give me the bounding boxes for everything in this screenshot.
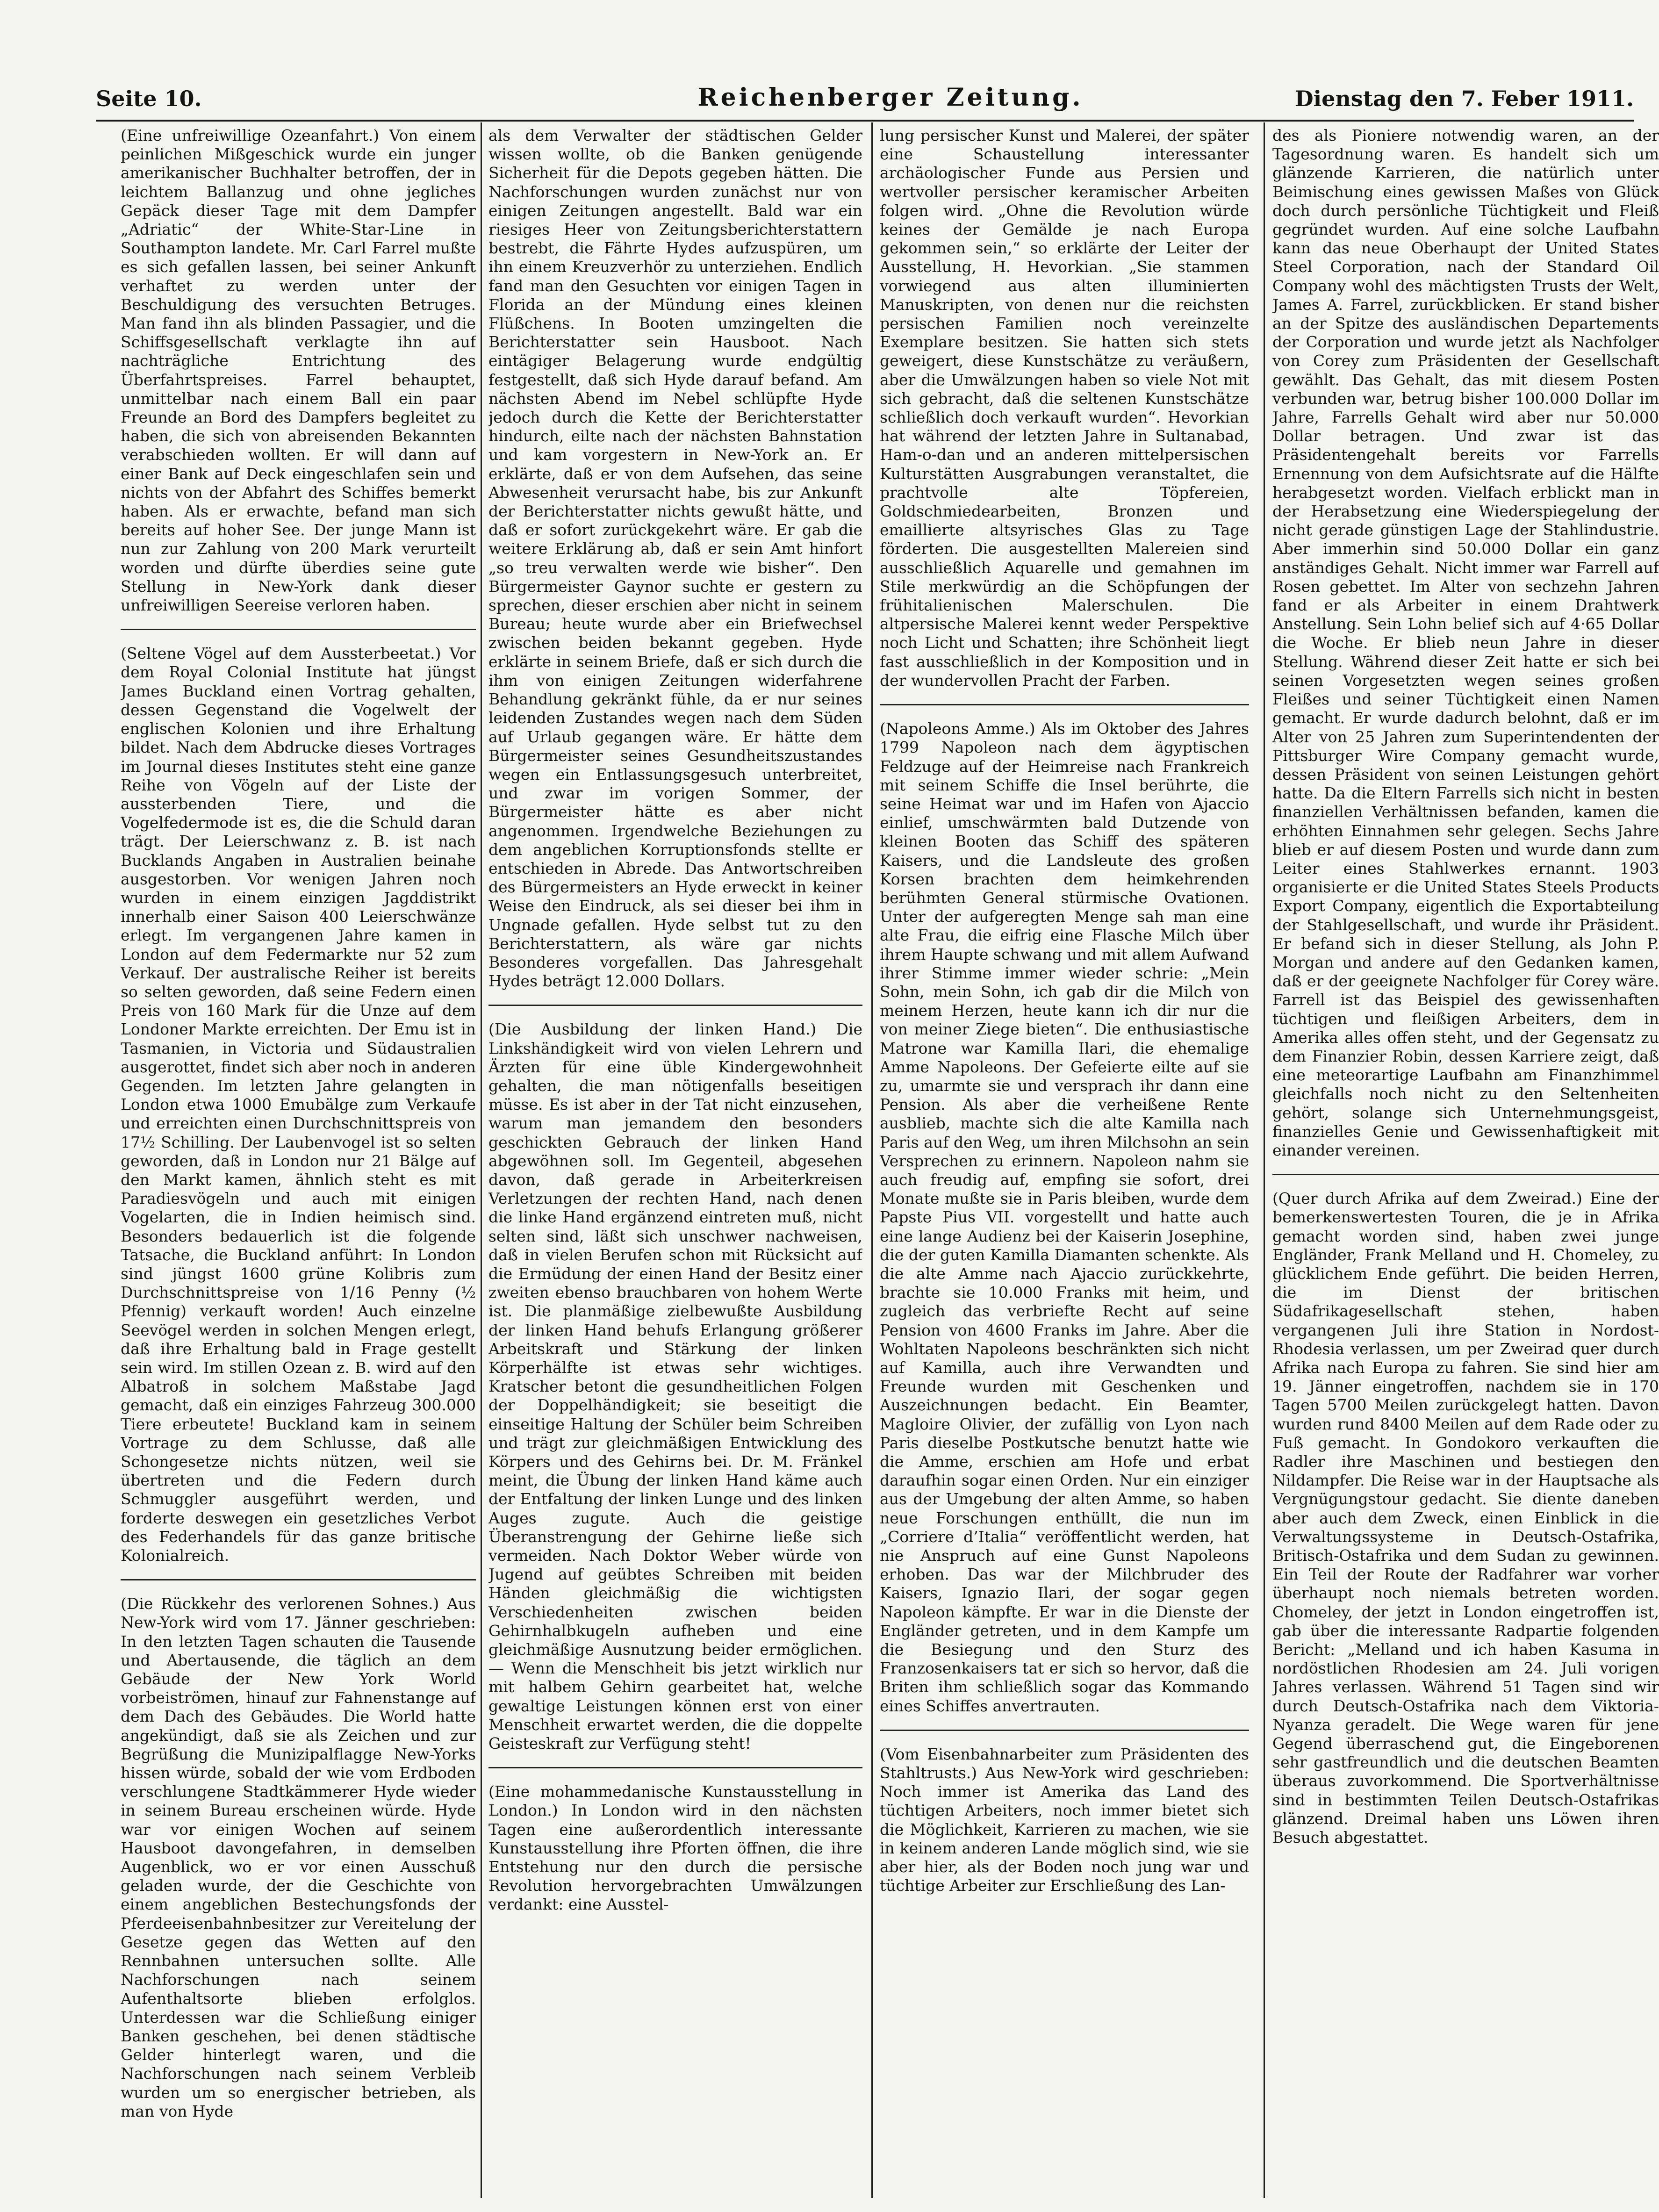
article-divider: [121, 629, 476, 630]
article-kunstausstellung: [488, 1782, 862, 1914]
page-number: Seite 10.: [96, 86, 202, 111]
article-ozeanfahrt: [121, 126, 476, 615]
page-header: [96, 83, 1634, 122]
article-text: lung persischer Kunst und Malerei, der später eine Schaustellung interessanter archäologischer Funde aus Persien und wertvoller persischer keramischer Arbeiten folgen wird. „Ohne die Revolution würde keines der Gemälde je nach Europa gekommen sein,“ so erklärte der Leiter der Ausstellung, H. Hevorkian. „Sie stammen vorwiegend aus alten illuminierten Manuskripten, von denen nur die reichsten persischen Familien noch vereinzelte Exemplare besitzen. Sie hatten sich stets geweigert, diese Kunstschätze zu veräußern, aber die Umwälzungen haben so viele Not mit sich gebracht, daß die seltenen Kunstschätze schließlich doch verkauft wurden“. Hevorkian hat während der letzten Jahre in Sultanabad, Ham-o-dan und an anderen mittelpersischen Kulturstätten Ausgrabungen veranstaltet, die prachtvolle alte Töpfereien, Goldschmiedearbeiten, Bronzen und emaillierte altsyrisches Glas zu Tage förderten. Die ausgestellten Malereien sind ausschließlich Aquarelle und gemahnen im Stile merkwürdig an die Schöpfungen der frühitalienischen Malerschulen. Die altpersische Malerei kennt weder Perspektive noch Licht und Schatten; ihre Schönheit liegt fast ausschließlich in der Komposition und in der wundervollen Pracht der Farben.: [880, 126, 1249, 689]
article-divider: [121, 1579, 476, 1580]
article-napoleons-amme: [880, 719, 1249, 1716]
article-text: (Eine mohammedanische Kunstausstellung in London.) In London wird in den nächsten Tagen eine außerordentlich interessante Kunstausstellung ihre Pforten öffnen, die ihre Entstehung nur den durch die persische Revolution hervorgebrachten Umwälzungen verdankt: eine Ausstel-: [488, 1782, 862, 1914]
article-rueckkehr: [121, 1594, 476, 2121]
article-divider: [488, 1005, 862, 1006]
article-linke-hand: [488, 1020, 862, 1753]
article-text: (Quer durch Afrika auf dem Zweirad.) Eine der bemerkenswertesten Touren, die je in Afrika gemacht worden sind, haben zwei junge Engländer, Frank Melland und H. Chomeley, zu glücklichem Ende geführt. Die beiden Herren, die im Dienst der britischen Südafrikagesellschaft stehen, haben vergangenen Juli ihre Station in Nordost-Rhodesia verlassen, um per Zweirad quer durch Afrika nach Europa zu fahren. Sie sind hier am 19. Jänner eingetroffen, nachdem sie in 170 Tagen 5700 Meilen zurückgelegt hatten. Davon wurden rund 8400 Meilen auf dem Rade oder zu Fuß gemacht. In Gondokoro verkauften die Radler ihre Maschinen und bestiegen den Nildampfer. Die Reise war in der Hauptsache als Vergnügungstour gedacht. Sie diente daneben aber auch dem Zweck, einen Einblick in die Verwaltungssysteme in Deutsch-Ostafrika, Britisch-Ostafrika und dem Sudan zu gewinnen. Ein Teil der Route der Radfahrer war vorher überhaupt noch niemals betreten worden. Chomeley, der jetzt in London eingetroffen ist, gab über die interessante Radpartie folgenden Bericht: „Melland und ich haben Kasuma in nordöstlichen Rhodesien am 24. Juli vorigen Jahres verlassen. Während 51 Tagen sind wir durch Deutsch-Ostafrika nach dem Viktoria-Nyanza geradelt. Die Wege waren für jene Gegend überraschend gut, die Eingeborenen sehr gastfreundlich und die deutschen Beamten überaus zuvorkommend. Die Sportverhältnisse sind in bestimmten Teilen Deutsch-Ostafrikas glänzend. Dreimal haben uns Löwen ihren Besuch abgestattet.: [1272, 1189, 1659, 1847]
column-rule: [871, 122, 873, 2198]
article-divider: [488, 1767, 862, 1768]
article-text: (Napoleons Amme.) Als im Oktober des Jahres 1799 Napoleon nach dem ägyptischen Feldzuge auf der Heimreise nach Frankreich mit seinem Schiffe die Insel berührte, die seine Heimat war und im Hafen von Ajaccio einlief, umschwärmten bald Dutzende von kleinen Booten das Schiff des späteren Kaisers, und die Landsleute des großen Korsen brachten dem heimkehrenden berühmten General stürmische Ovationen. Unter der aufgeregten Menge sah man eine alte Frau, die eifrig eine Flasche Milch über ihrem Haupte schwang und mit allem Aufwand ihrer Stimme immer wieder schrie: „Mein Sohn, mein Sohn, ich gab dir die Milch von meinem Herzen, heute kann ich dir nur die von meiner Ziege bieten“. Die enthusiastische Matrone war Kamilla Ilari, die ehemalige Amme Napoleons. Der Gefeierte eilte auf sie zu, umarmte sie und versprach ihr dann eine Pension. Als aber die verheißene Rente ausblieb, machte sich die alte Kamilla nach Paris auf den Weg, um ihren Milchsohn an sein Versprechen zu erinnern. Napoleon nahm sie auch freudig auf, empfing sie sofort, drei Monate mußte sie in Paris bleiben, wurde dem Papste Pius VII. vorgestellt und hatte auch eine lange Audienz bei der Kaiserin Josephine, die der guten Kamilla Diamanten schenkte. Als die alte Amme nach Ajaccio zurückkehrte, brachte sie 10.000 Franks mit heim, und zugleich das verbriefte Recht auf seine Pension von 4600 Franks im Jahre. Aber die Wohltaten Napoleons beschränkten sich nicht auf Kamilla, auch ihre Verwandten und Freunde wurden mit Geschenken und Auszeichnungen bedacht. Ein Beamter, Magloire Olivier, der zufällig von Lyon nach Paris dieselbe Postkutsche benutzt hatte wie die Amme, erschien am Hofe und erbat daraufhin sogar einen Orden. Nur ein einziger aus der Umgebung der alten Amme, so haben neue Forschungen enthüllt, die nun im „Corriere d’Italia“ veröffentlicht werden, hat nie Anspruch auf eine Gunst Napoleons erhoben. Das war der Milchbruder des Kaisers, Ignazio Ilari, der sogar gegen Napoleon kämpfte. Er war in die Dienste der Engländer getreten, und in dem Kampfe um die Besiegung und den Sturz des Franzosenkaisers tat er sich so hervor, daß die Briten ihm schließlich sogar das Kommando eines Schiffes anvertrauten.: [880, 719, 1249, 1715]
column-4: [1272, 126, 1659, 2189]
masthead: Reichenberger Zeitung.: [697, 83, 1084, 112]
article-text: (Seltene Vögel auf dem Aussterbeetat.) Vor dem Royal Colonial Institute hat jüngst James Buckland einen Vortrag gehalten, dessen Gegenstand die Vogelwelt der englischen Kolonien und ihre Erhaltung bildet. Nach dem Abdrucke dieses Vortrages im Journal dieses Institutes steht eine ganze Reihe von Vögeln auf der Liste der aussterbenden Tiere, und die Vogelfedermode ist es, die die Schuld daran trägt. Der Leierschwanz z. B. ist nach Bucklands Angaben in Australien beinahe ausgestorben. Vor wenigen Jahren noch wurden in einem einzigen Jagddistrikt innerhalb einer Saison 400 Leierschwänze erlegt. Im vergangenen Jahre kamen in London auf dem Federmarkte nur 52 zum Verkauf. Der australische Reiher ist bereits so selten geworden, daß seine Federn einen Preis von 160 Mark für die Unze auf dem Londoner Markte erreichten. Der Emu ist in Tasmanien, in Victoria und Südaustralien ausgerottet, findet sich aber noch in anderen Gegenden. Im letzten Jahre gelangten in London etwa 1000 Emubälge zum Verkaufe und erreichten einen Durchschnittspreis von 17½ Schilling. Der Laubenvogel ist so selten geworden, daß in London nur 21 Bälge auf den Markt kamen, ähnlich steht es mit Paradiesvögeln und auch mit einigen Vogelarten, die in Indien heimisch sind. Besonders bedauerlich ist die folgende Tatsache, die Buckland anführt: In London sind jüngst 1600 grüne Kolibris zum Durchschnittspreise von 1/16 Penny (½ Pfennig) verkauft worden! Auch einzelne Seevögel werden in solchen Mengen erlegt, daß ihre Erhaltung bald in Frage gestellt sein wird. Im stillen Ozean z. B. wird auf den Albatroß in solchem Maßstabe Jagd gemacht, daß ein einziges Fahrzeug 300.000 Tiere erbeutete! Buckland kam in seinem Vortrage zu dem Schlusse, daß alle Schongesetze nichts nützen, weil sie übertreten und die Federn durch Schmuggler ausgeführt werden, und forderte deswegen ein gesetzliches Verbot des Federhandels für das ganze britische Kolonialreich.: [121, 644, 476, 1565]
article-divider: [1272, 1174, 1659, 1175]
article-text: (Eine unfreiwillige Ozeanfahrt.) Von einem peinlichen Mißgeschick wurde ein junger amerikanischer Buchhalter betroffen, der in leichtem Ballanzug und ohne jegliches Gepäck dieser Tage mit dem Dampfer „Adriatic“ der White-Star-Line in Southampton landete. Mr. Carl Farrel mußte es sich gefallen lassen, bei seiner Ankunft verhaftet zu werden unter der Beschuldigung des versuchten Betruges. Man fand ihn als blinden Passagier, und die Schiffsgesellschaft verklagte ihn auf nachträgliche Entrichtung des Überfahrtspreises. Farrel behauptet, unmittelbar nach einem Ball ein paar Freunde an Bord des Dampfers begleitet zu haben, die sich von abreisenden Bekannten verabschieden wollten. Er will dann auf einer Bank auf Deck eingeschlafen sein und nichts von der Abfahrt des Schiffes bemerkt haben. Als er erwachte, befand man sich bereits auf hoher See. Der junge Mann ist nun zur Zahlung von 200 Mark verurteilt worden und dürfte überdies seine gute Stellung in New-York dank dieser unfreiwilligen Seereise verloren haben.: [121, 126, 476, 615]
column-1: [121, 126, 476, 2189]
article-text: (Vom Eisenbahnarbeiter zum Präsidenten des Stahltrusts.) Aus New-York wird geschrieben: Noch immer ist Amerika das Land des tüchtigen Arbeiters, noch immer bietet sich die Möglichkeit, Karrieren zu machen, wie sie in keinem anderen Lande möglich sind, wie sie aber hier, als der Boden noch jung war und tüchtige Arbeiter zur Erschließung des Lan-: [880, 1745, 1249, 1895]
column-3: [880, 126, 1249, 2189]
article-kunst-continued: [880, 126, 1249, 690]
column-rule: [1264, 122, 1265, 2198]
article-text: (Die Ausbildung der linken Hand.) Die Linkshändigkeit wird von vielen Lehrern und Ärzten für eine üble Kindergewohnheit gehalten, die man nötigenfalls beseitigen müsse. Es ist aber in der Tat nicht einzusehen, warum man jemandem den besonders geschickten Gebrauch der linken Hand abgewöhnen soll. Im Gegenteil, abgesehen davon, daß gerade in Arbeiterkreisen Verletzungen der rechten Hand, nach denen die linke Hand ergänzend eintreten muß, nicht selten sind, läßt sich unschwer nachweisen, daß in vielen Berufen schon mit Rücksicht auf die Ermüdung der einen Hand der Besitz einer zweiten ebenso brauchbaren von hohem Werte ist. Die planmäßige zielbewußte Ausbildung der linken Hand behufs Erlangung größerer Arbeitskraft und Stärkung der linken Körperhälfte ist etwas sehr wichtiges. Kratscher betont die gesundheitlichen Folgen der Doppelhändigkeit; sie beseitigt die einseitige Haltung der Schüler beim Schreiben und trägt zur gleichmäßigen Entwicklung des Körpers und des Gehirns bei. Dr. M. Fränkel meint, die Übung der linken Hand käme auch der Entfaltung der linken Lunge und des linken Auges zugute. Auch die geistige Überanstrengung der Gehirne ließe sich vermeiden. Nach Doktor Weber würde von Jugend auf geübtes Schreiben mit beiden Händen gleichmäßig die wichtigsten Verschiedenheiten zwischen beiden Gehirnhalbkugeln aufheben und eine gleichmäßige Ausnutzung beider ermöglichen. — Wenn die Menschheit bis jetzt wirklich nur mit halbem Gehirn gearbeitet hat, welche gewaltige Leistungen können erst von einer Menschheit erwartet werden, die die doppelte Geisteskraft zur Verfügung steht!: [488, 1020, 862, 1753]
article-hyde-continued: [488, 126, 862, 991]
article-text: (Die Rückkehr des verlorenen Sohnes.) Aus New-York wird vom 17. Jänner geschrieben: In den letzten Tagen schauten die Tausende und Abertausende, die täglich an dem Gebäude der New York World vorbeiströmen, hinauf zur Fahnenstange auf dem Dach des Gebäudes. Die World hatte angekündigt, daß sie als Zeichen und zur Begrüßung die Munizipalflagge New-Yorks hissen würde, sobald der wie vom Erdboden verschlungene Stadtkämmerer Hyde wieder in seinem Bureau erscheinen würde. Hyde war vor einigen Wochen auf seinem Hausboot davongefahren, in demselben Augenblick, wo er vor einen Ausschuß geladen wurde, der die Geschichte von einem angeblichen Bestechungsfonds der Pferdeeisenbahnbesitzer zur Vereitelung der Gesetze gegen das Wetten auf den Rennbahnen untersuchen sollte. Alle Nachforschungen nach seinem Aufenthaltsorte blieben erfolglos. Unterdessen war die Schließung einiger Banken geschehen, bei denen städtische Gelder hinterlegt waren, und die Nachforschungen nach seinem Verbleib wurden um so energischer betrieben, als man von Hyde: [121, 1594, 476, 2120]
article-text: als dem Verwalter der städtischen Gelder wissen wollte, ob die Banken genügende Sicherheit für die Depots gegeben hätten. Die Nachforschungen wurden zunächst nur von einigen Zeitungen angestellt. Bald war ein riesiges Heer von Zeitungsberichterstattern bestrebt, die Fährte Hydes aufzuspüren, um ihn einem Kreuzverhör zu unterziehen. Endlich fand man den Gesuchten vor einigen Tagen in Florida an der Mündung eines kleinen Flüßchens. In Booten umzingelten die Berichterstatter sein Hausboot. Nach eintägiger Belagerung wurde endgültig festgestellt, daß sich Hyde darauf befand. Am nächsten Abend im Nebel schlüpfte Hyde jedoch durch die Kette der Berichterstatter hindurch, eilte nach der nächsten Bahnstation und kam vorgestern in New-York an. Er erklärte, daß er von dem Aufsehen, das seine Abwesenheit verursacht habe, bis zur Ankunft der Berichterstatter nichts gewußt hätte, und daß er sofort zurückgekehrt wäre. Er gab die weitere Erklärung ab, daß er sein Amt hinfort „so treu verwalten werde wie bisher“. Den Bürgermeister Gaynor suchte er gestern zu sprechen, dieser erschien aber nicht in seinem Bureau; heute wurde aber ein Briefwechsel zwischen beiden bekannt gegeben. Hyde erklärte in seinem Briefe, daß er sich durch die ihm von einigen Zeitungen widerfahrene Behandlung gekränkt fühle, da er nur seines leidenden Zustandes wegen nach dem Süden auf Urlaub gegangen wäre. Er hätte dem Bürgermeister seines Gesundheitszustandes wegen ein Entlassungsgesuch unterbreitet, und zwar im vorigen Sommer, der Bürgermeister hätte es aber nicht angenommen. Irgendwelche Beziehungen zu dem angeblichen Korruptionsfonds stellte er entschieden in Abrede. Das Antwortschreiben des Bürgermeisters an Hyde erweckt in keiner Weise den Eindruck, als sei dieser bei ihm in Ungnade gefallen. Hyde selbst tut zu den Berichterstattern, als wäre gar nichts Besonderes vorgefallen. Das Jahresgehalt Hydes beträgt 12.000 Dollars.: [488, 126, 862, 991]
article-afrika-zweirad: [1272, 1189, 1659, 1847]
article-divider: [880, 704, 1249, 705]
article-seltene-voegel: [121, 644, 476, 1565]
article-stahltrust: [880, 1745, 1249, 1896]
article-divider: [880, 1730, 1249, 1731]
column-rule: [481, 122, 482, 2198]
column-2: [488, 126, 862, 2189]
article-text: des als Pioniere notwendig waren, an der Tagesordnung waren. Es handelt sich um glänzende Karrieren, die natürlich unter Beimischung eines gewissen Maßes von Glück doch durch persönliche Tüchtigkeit und Fleiß gegründet wurden. Auf eine solche Laufbahn kann das neue Oberhaupt der United States Steel Corporation, nach der Standard Oil Company wohl des mächtigsten Trusts der Welt, James A. Farrel, zurückblicken. Er stand bisher an der Spitze des ausländischen Departements der Corporation und wurde jetzt als Nachfolger von Corey zum Präsidenten der Gesellschaft gewählt. Das Gehalt, das mit diesem Posten verbunden war, betrug bisher 100.000 Dollar im Jahre, Farrells Gehalt wird aber nur 50.000 Dollar betragen. Und zwar ist das Präsidentengehalt bereits vor Farrells Ernennung von dem Aufsichtsrate auf die Hälfte herabgesetzt worden. Vielfach erblickt man in der Herabsetzung eine Wiederspiegelung der nicht gerade günstigen Lage der Stahlindustrie. Aber immerhin sind 50.000 Dollar ein ganz anständiges Gehalt. Nicht immer war Farrell auf Rosen gebettet. Im Alter von sechzehn Jahren fand er als Arbeiter in einem Drahtwerk Anstellung. Sein Lohn belief sich auf 4·65 Dollar die Woche. Er blieb neun Jahre in dieser Stellung. Während dieser Zeit hatte er sich bei seinen Vorgesetzten wegen seines großen Fleißes und seiner Tüchtigkeit einen Namen gemacht. Er wurde dadurch belohnt, daß er im Alter von 25 Jahren zum Superintendenten der Pittsburger Wire Company gemacht wurde, dessen Präsident von seinen Leistungen gehört hatte. Da die Eltern Farrells sich nicht in besten finanziellen Verhältnissen befanden, kamen die erhöhten Einnahmen sehr gelegen. Sechs Jahre blieb er auf diesem Posten und wurde dann zum Leiter eines Stahlwerkes ernannt. 1903 organisierte er die United States Steels Products Export Company, eigentlich die Exportabteilung der Stahlgesellschaft, und wurde ihr Präsident. Er befand sich in dieser Stellung, als John P. Morgan und andere auf den Gedanken kamen, daß er der geeignete Nachfolger für Corey wäre. Farrell ist das Beispiel des gewissenhaften tüchtigen und fleißigen Arbeiters, dem in Amerika alles offen steht, und der Gegensatz zu dem Finanzier Robin, dessen Karriere zeigt, daß eine meteorartige Laufbahn am Finanzhimmel gleichfalls noch nicht zu den Seltenheiten gehört, solange sich Unternehmungsgeist, finanzielles Genie und Gewissenhaftigkeit mit einander vereinen.: [1272, 126, 1659, 1159]
article-stahltrust-continued: [1272, 126, 1659, 1160]
issue-date: Dienstag den 7. Feber 1911.: [1294, 86, 1634, 111]
